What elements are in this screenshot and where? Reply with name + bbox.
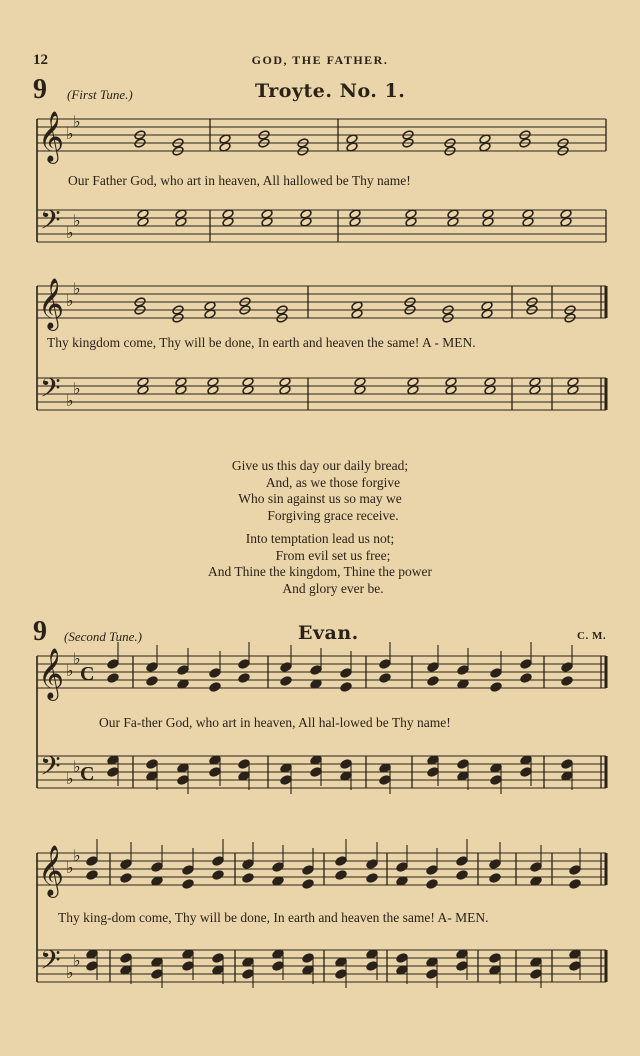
quarter-note	[569, 865, 581, 876]
quarter-note	[335, 856, 347, 867]
quarter-note	[426, 879, 438, 890]
flat-sign: ♭	[66, 963, 74, 982]
quarter-note	[520, 673, 532, 684]
quarter-note	[107, 673, 119, 684]
quarter-note	[146, 759, 158, 770]
treble-clef: 𝄞	[38, 111, 65, 162]
hymn-number: 9	[33, 616, 47, 647]
quarter-note	[427, 767, 439, 778]
flat-sign: ♭	[66, 291, 74, 310]
quarter-note	[427, 676, 439, 687]
quarter-note	[120, 873, 132, 884]
quarter-note	[182, 865, 194, 876]
verse-line: Forgiving grace receive.	[267, 507, 399, 523]
quarter-note	[569, 961, 581, 972]
flat-sign: ♭	[73, 279, 81, 298]
quarter-note	[302, 953, 314, 964]
quarter-note	[310, 665, 322, 676]
quarter-note	[366, 859, 378, 870]
flat-sign: ♭	[73, 757, 81, 776]
quarter-note	[427, 662, 439, 673]
quarter-note	[489, 953, 501, 964]
verse-line: And, as we those forgive	[265, 474, 401, 490]
quarter-note	[182, 961, 194, 972]
tune-note: (Second Tune.)	[64, 629, 142, 644]
tune-name: Evan.	[298, 622, 359, 644]
quarter-note	[569, 879, 581, 890]
lyric-line: Our Father God, who art in heaven, All hallowed be Thy name!	[68, 173, 411, 188]
quarter-note	[366, 873, 378, 884]
quarter-note	[489, 859, 501, 870]
quarter-note	[86, 961, 98, 972]
flat-sign: ♭	[73, 112, 81, 131]
verse-line: And Thine the kingdom, Thine the power	[207, 564, 433, 579]
quarter-note	[426, 969, 438, 980]
verse-line: Into temptation lead us not;	[245, 531, 395, 546]
quarter-note	[340, 668, 352, 679]
flat-sign: ♭	[66, 769, 74, 788]
quarter-note	[490, 668, 502, 679]
flat-sign: ♭	[66, 661, 74, 680]
quarter-note	[238, 659, 250, 670]
quarter-note	[86, 856, 98, 867]
bass-clef: 𝄢	[40, 944, 61, 982]
quarter-note	[238, 673, 250, 684]
quarter-note	[530, 862, 542, 873]
quarter-note	[302, 879, 314, 890]
treble-clef: 𝄞	[38, 278, 65, 329]
verse-line: Who sin against us so may we	[238, 491, 402, 506]
meter: C. M.	[577, 630, 607, 642]
quarter-note	[490, 775, 502, 786]
quarter-note	[456, 870, 468, 881]
quarter-note	[561, 676, 573, 687]
quarter-note	[212, 856, 224, 867]
lyric-line: Thy king-dom come, Thy will be done, In earth and heaven the same! A- MEN.	[58, 910, 489, 925]
verse-line: From evil set us free;	[275, 547, 391, 563]
quarter-note	[212, 870, 224, 881]
quarter-note	[177, 665, 189, 676]
flat-sign: ♭	[73, 211, 81, 230]
flat-sign: ♭	[66, 223, 74, 242]
quarter-note	[280, 676, 292, 687]
quarter-note	[457, 759, 469, 770]
quarter-note	[426, 865, 438, 876]
verse-stanza	[0, 458, 640, 524]
flat-sign: ♭	[73, 379, 81, 398]
quarter-note	[209, 668, 221, 679]
quarter-note	[396, 862, 408, 873]
quarter-note	[530, 969, 542, 980]
quarter-note	[489, 873, 501, 884]
quarter-note	[238, 759, 250, 770]
lyric-line: Our Fa-ther God, who art in heaven, All hal-lowed be Thy name!	[99, 715, 451, 730]
quarter-note	[212, 953, 224, 964]
quarter-note	[302, 865, 314, 876]
quarter-note	[366, 961, 378, 972]
page-number: 12	[33, 52, 48, 68]
tune-note: (First Tune.)	[67, 87, 133, 102]
quarter-note	[490, 682, 502, 693]
flat-sign: ♭	[66, 391, 74, 410]
bass-clef: 𝄢	[40, 204, 61, 242]
quarter-note	[146, 676, 158, 687]
quarter-note	[151, 969, 163, 980]
quarter-note	[520, 659, 532, 670]
quarter-note	[151, 862, 163, 873]
quarter-note	[280, 662, 292, 673]
quarter-note	[242, 969, 254, 980]
quarter-note	[335, 969, 347, 980]
quarter-note	[340, 682, 352, 693]
quarter-note	[280, 775, 292, 786]
quarter-note	[120, 953, 132, 964]
quarter-note	[120, 859, 132, 870]
verse-line: Give us this day our daily bread;	[231, 458, 409, 473]
quarter-note	[561, 662, 573, 673]
quarter-note	[107, 767, 119, 778]
quarter-note	[272, 961, 284, 972]
hymn-number: 9	[33, 74, 47, 105]
running-head: GOD, THE FATHER.	[251, 53, 389, 67]
quarter-note	[561, 759, 573, 770]
treble-clef: 𝄞	[38, 648, 65, 699]
flat-sign: ♭	[73, 649, 81, 668]
lyric-line: Thy kingdom come, Thy will be done, In earth and heaven the same! A - MEN.	[47, 335, 476, 350]
bass-clef: 𝄢	[40, 372, 61, 410]
verse-stanza	[0, 531, 640, 597]
flat-sign: ♭	[66, 124, 74, 143]
quarter-note	[520, 767, 532, 778]
verse-line: And glory ever be.	[282, 580, 384, 596]
quarter-note	[335, 870, 347, 881]
quarter-note	[146, 662, 158, 673]
quarter-note	[242, 873, 254, 884]
quarter-note	[209, 682, 221, 693]
quarter-note	[242, 859, 254, 870]
tune-name: Troyte. No. 1.	[255, 80, 406, 102]
quarter-note	[107, 659, 119, 670]
quarter-note	[310, 767, 322, 778]
quarter-note	[182, 879, 194, 890]
quarter-note	[272, 862, 284, 873]
quarter-note	[456, 961, 468, 972]
treble-clef: 𝄞	[38, 845, 65, 896]
time-signature: C	[80, 663, 95, 685]
quarter-note	[396, 953, 408, 964]
quarter-note	[457, 665, 469, 676]
quarter-note	[209, 767, 221, 778]
flat-sign: ♭	[66, 858, 74, 877]
flat-sign: ♭	[73, 846, 81, 865]
quarter-note	[456, 856, 468, 867]
quarter-note	[340, 759, 352, 770]
quarter-note	[379, 673, 391, 684]
quarter-note	[177, 775, 189, 786]
quarter-note	[86, 870, 98, 881]
flat-sign: ♭	[73, 951, 81, 970]
time-signature: C	[80, 763, 95, 785]
quarter-note	[379, 775, 391, 786]
bass-clef: 𝄢	[40, 750, 61, 788]
quarter-note	[379, 659, 391, 670]
